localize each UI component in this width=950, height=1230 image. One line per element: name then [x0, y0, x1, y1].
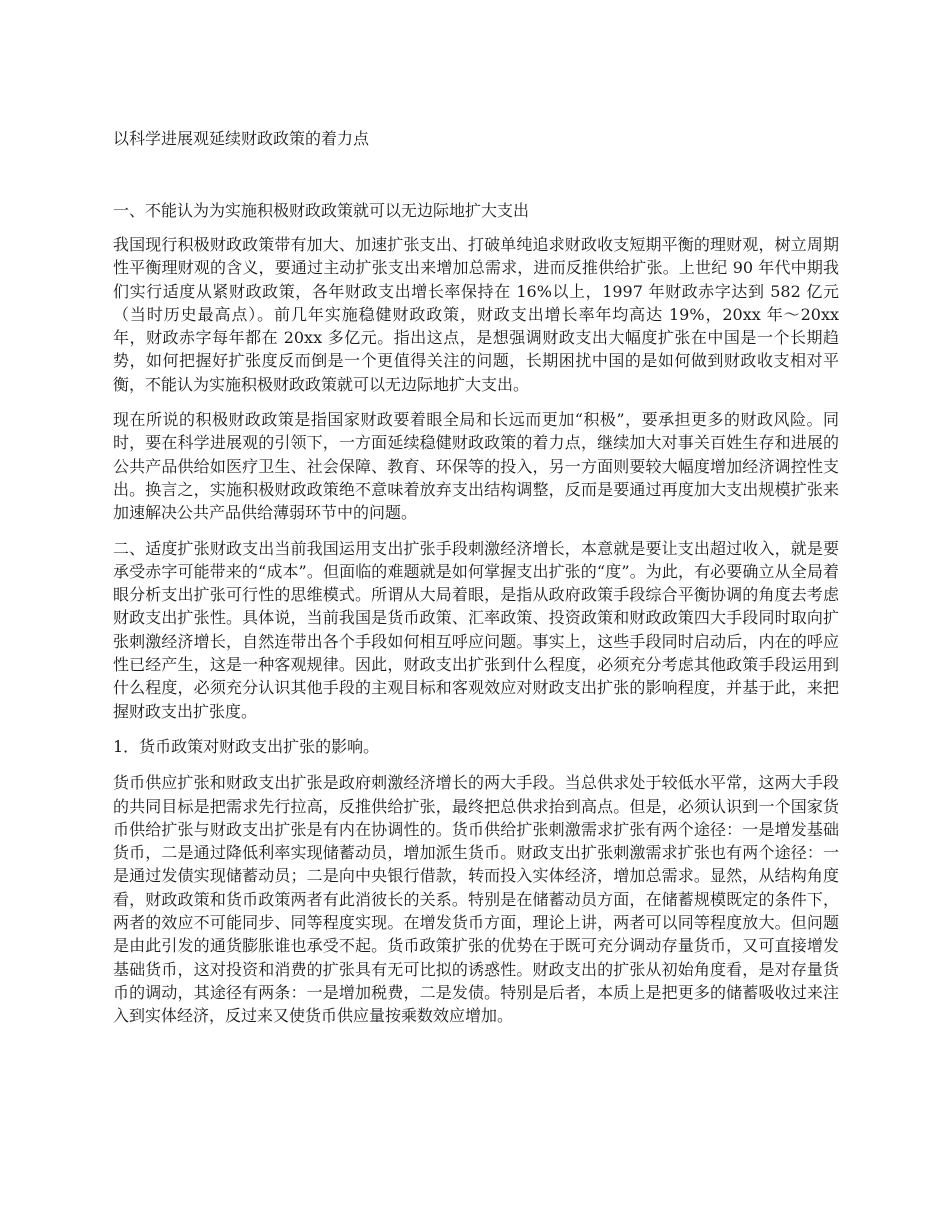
paragraph-2: 现在所说的积极财政政策是指国家财政要着眼全局和长远而更加“积极”，要承担更多的财政风险。同时，要在科学进展观的引领下，一方面延续稳健财政政策的着力点，继续加大对事关百姓生存和进展的公共产品供给如医疗卫生、社会保障、教育、环保等的投入，另一方面则要较大幅度增加经济调控性支出。换言之，实施积极财政政策绝不意味着放弃支出结构调整，反而是要通过再度加大支出规模扩张来加速解决公共产品供给薄弱环节中的问题。 [113, 410, 839, 523]
subheading-monetary-policy: 1．货币政策对财政支出扩张的影响。 [113, 736, 380, 756]
section-heading-1: 一、不能认为为实施积极财政政策就可以无边际地扩大支出 [113, 201, 530, 220]
paragraph-3: 二、适度扩张财政支出当前我国运用支出扩张手段刺激经济增长，本意就是要让支出超过收入，就是要承受赤字可能带来的“成本”。但面临的难题就是如何掌握支出扩张的“度”。为此，有必要确立从全局着眼分析支出扩张可行性的思维模式。所谓从大局着眼，是指从政府政策手段综合平衡协调的角度去考虑财政支出扩张性。具体说，当前我国是货币政策、汇率政策、投资政策和财政政策四大手段同时取向扩张刺激经济增长，自然连带出各个手段如何相互呼应问题。事实上，这些手段同时启动后，内在的呼应性已经产生，这是一种客观规律。因此，财政支出扩张到什么程度，必须充分考虑其他政策手段运用到什么程度，必须充分认识其他手段的主观目标和客观效应对财政支出扩张的影响程度，并基于此，来把握财政支出扩张度。 [113, 538, 839, 721]
paragraph-1: 我国现行积极财政政策带有加大、加速扩张支出、打破单纯追求财政收支短期平衡的理财观，树立周期性平衡理财观的含义，要通过主动扩张支出来增加总需求，进而反推供给扩张。上世纪 90 年代中期我们实行适度从紧财政政策，各年财政支出增长率保持在 16%以上，1997 年财政赤字达到 582 亿元（当时历史最高点）。前几年实施稳健财政政策，财政支出增长率年均高达 19%，20xx 年～20xx 年，财政赤字每年都在 20xx 多亿元。指出这点，是想强调财政支出大幅度扩张在中国是一个长期趋势，如何把握好扩张度反而倒是一个更值得关注的问题，长期困扰中国的是如何做到财政收支相对平衡，不能认为实施积极财政政策就可以无边际地扩大支出。 [113, 235, 839, 394]
document-title: 以科学进展观延续财政政策的着力点 [113, 129, 370, 148]
document-body [113, 233, 839, 1040]
paragraph-4: 货币供应扩张和财政支出扩张是政府刺激经济增长的两大手段。当总供求处于较低水平常，这两大手段的共同目标是把需求先行拉高，反推供给扩张，最终把总供求抬到高点。但是，必须认识到一个国家货币供给扩张与财政支出扩张是有内在协调性的。货币供给扩张刺激需求扩张有两个途径：一是增发基础货币，二是通过降低利率实现储蓄动员，增加派生货币。财政支出扩张刺激需求扩张也有两个途径：一是通过发债实现储蓄动员；二是向中央银行借款，转而投入实体经济，增加总需求。显然，从结构角度看，财政政策和货币政策两者有此消彼长的关系。特别是在储蓄动员方面，在储蓄规模既定的条件下，两者的效应不可能同步、同等程度实现。在增发货币方面，理论上讲，两者可以同等程度放大。但问题是由此引发的通货膨胀谁也承受不起。货币政策扩张的优势在于既可充分调动存量货币，又可直接增发基础货币，这对投资和消费的扩张具有无可比拟的诱惑性。财政支出的扩张从初始角度看，是对存量货币的调动，其途径有两条：一是增加税费，二是发债。特别是后者，本质上是把更多的储蓄吸收过来注入到实体经济，反过来又使货币供应量按乘数效应增加。 [113, 773, 839, 1026]
